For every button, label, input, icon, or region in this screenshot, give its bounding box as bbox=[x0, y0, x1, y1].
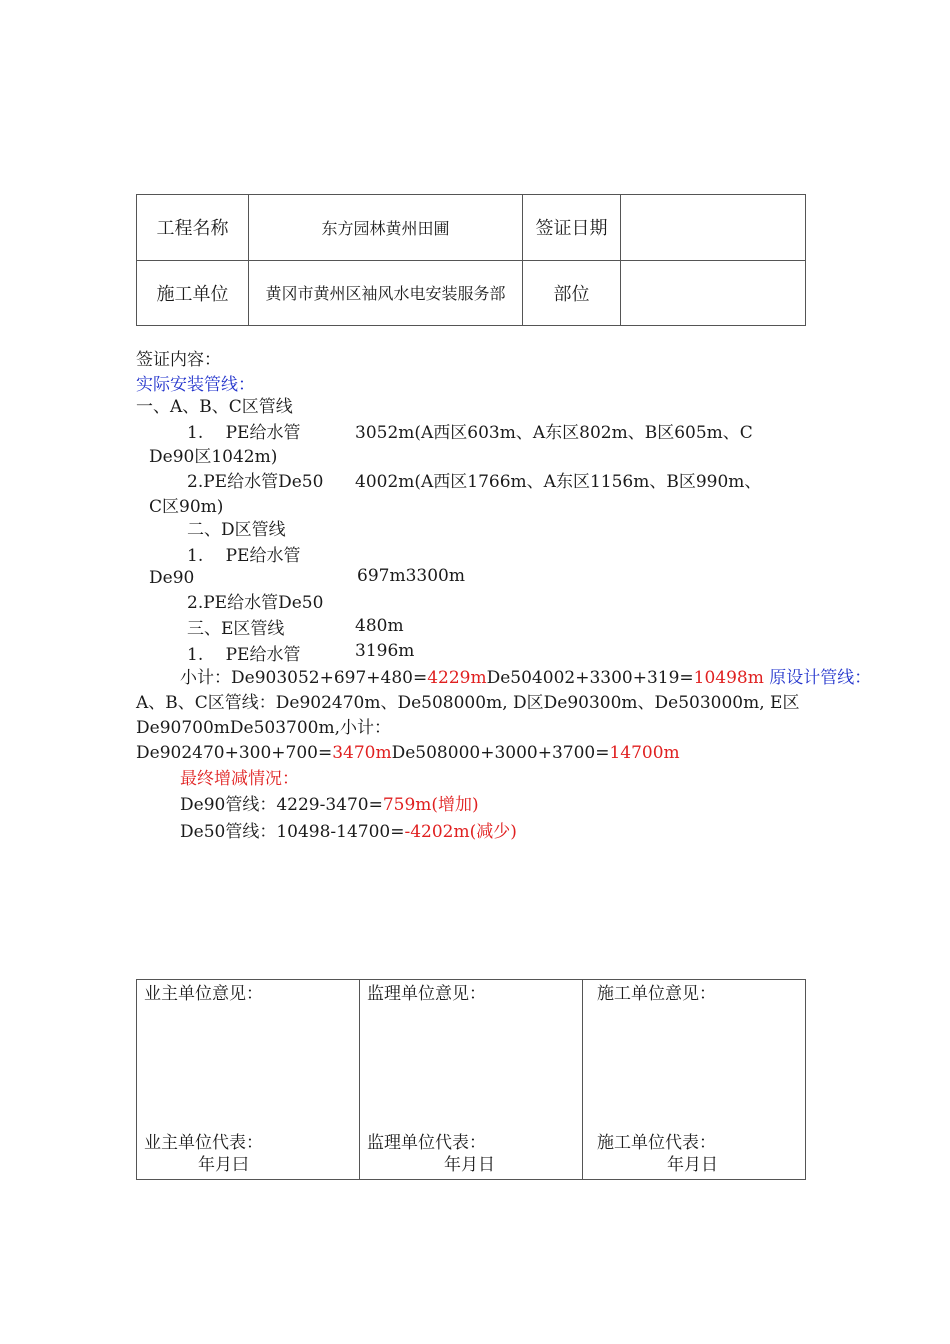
abc-de50-value: 4002m(A西区1766m、A东区1156m、B区990m、 bbox=[355, 472, 762, 492]
visa-date-label: 签证日期 bbox=[523, 195, 621, 261]
visa-date-value bbox=[621, 195, 806, 261]
d-de50-label: 2.PE给水管De50 bbox=[187, 593, 324, 613]
contractor-value: 黄冈市黄州区袖风水电安装服务部 bbox=[249, 260, 523, 326]
de90-change-result: 759m(增加) bbox=[382, 795, 479, 815]
location-label: 部位 bbox=[523, 260, 621, 326]
subtotal-line bbox=[180, 670, 871, 687]
subtotal-prefix: 小计：De903052+697+480= bbox=[180, 668, 428, 688]
e-value-2: 3196m bbox=[355, 641, 415, 661]
contractor-date: 年月日 bbox=[667, 1155, 718, 1175]
abc-de90-value: 3052m(A西区603m、A东区802m、B区605m、C bbox=[355, 423, 753, 443]
orig-sum-de50-result: 14700m bbox=[609, 743, 680, 763]
final-change-title: 最终增减情况： bbox=[180, 769, 299, 789]
orig-sum-prefix: De902470+300+700= bbox=[136, 743, 333, 763]
location-value bbox=[621, 260, 806, 326]
e-de90-label: 1. PE给水管 bbox=[187, 645, 301, 665]
owner-date: 年月曰 bbox=[198, 1155, 249, 1175]
section-d-heading: 二、D区管线 bbox=[187, 520, 286, 540]
supervisor-opinion-label: 监理单位意见： bbox=[367, 984, 486, 1004]
section-e-heading: 三、E区管线 bbox=[187, 619, 285, 639]
subtotal-de90-result: 4229m bbox=[427, 668, 487, 688]
de50-change-result: -4202m(减少) bbox=[404, 822, 517, 842]
approval-signature-table bbox=[136, 979, 806, 1180]
owner-opinion-cell bbox=[137, 980, 360, 1180]
contractor-opinion-label: 施工单位意见： bbox=[597, 984, 716, 1004]
section-abc-heading: 一、A、B、C区管线 bbox=[136, 397, 293, 417]
supervisor-date: 年月日 bbox=[444, 1155, 495, 1175]
abc-de50-label: 2.PE给水管De50 bbox=[187, 472, 324, 492]
de90-change-prefix: De90管线：4229-3470= bbox=[180, 795, 383, 815]
original-design-title: 原设计管线： bbox=[769, 668, 872, 688]
contractor-rep-label: 施工单位代表： bbox=[597, 1133, 716, 1153]
orig-sum-de90-result: 3470m bbox=[332, 743, 392, 763]
supervisor-opinion-cell bbox=[360, 980, 583, 1180]
owner-opinion-label: 业主单位意见： bbox=[144, 984, 263, 1004]
e-value-1: 480m bbox=[355, 616, 404, 636]
subtotal-de50-result: 10498m bbox=[693, 668, 764, 688]
abc-de90-label: 1. PE给水管 bbox=[187, 423, 301, 443]
content-heading: 签证内容： bbox=[136, 350, 221, 370]
abc-de50-continuation: C区90m) bbox=[149, 497, 224, 517]
subtotal-middle: De504002+3300+319= bbox=[486, 668, 694, 688]
original-design-line: A、B、C区管线：De902470m、De508000m, D区De90300m、De503000m, E区 bbox=[136, 693, 800, 713]
project-name-label: 工程名称 bbox=[137, 195, 249, 261]
orig-sum-middle: De508000+3000+3700= bbox=[391, 743, 610, 763]
contractor-opinion-cell bbox=[583, 980, 806, 1180]
de50-change-line bbox=[180, 824, 517, 841]
original-design-line-2: De90700mDe503700m,小计： bbox=[136, 718, 391, 738]
d-de90-continuation: De90 bbox=[149, 568, 195, 588]
owner-rep-label: 业主单位代表： bbox=[144, 1133, 263, 1153]
project-info-table bbox=[136, 194, 806, 326]
supervisor-rep-label: 监理单位代表： bbox=[367, 1133, 486, 1153]
original-sum-line bbox=[136, 745, 680, 762]
contractor-label: 施工单位 bbox=[137, 260, 249, 326]
de50-change-prefix: De50管线：10498-14700= bbox=[180, 822, 405, 842]
d-values: 697m3300m bbox=[357, 566, 465, 586]
de90-change-line bbox=[180, 797, 479, 814]
abc-de90-continuation: De90区1042m) bbox=[149, 447, 278, 467]
project-name-value: 东方园林黄州田圃 bbox=[249, 195, 523, 261]
d-de90-label: 1. PE给水管 bbox=[187, 546, 301, 566]
actual-install-title: 实际安装管线： bbox=[136, 375, 255, 395]
